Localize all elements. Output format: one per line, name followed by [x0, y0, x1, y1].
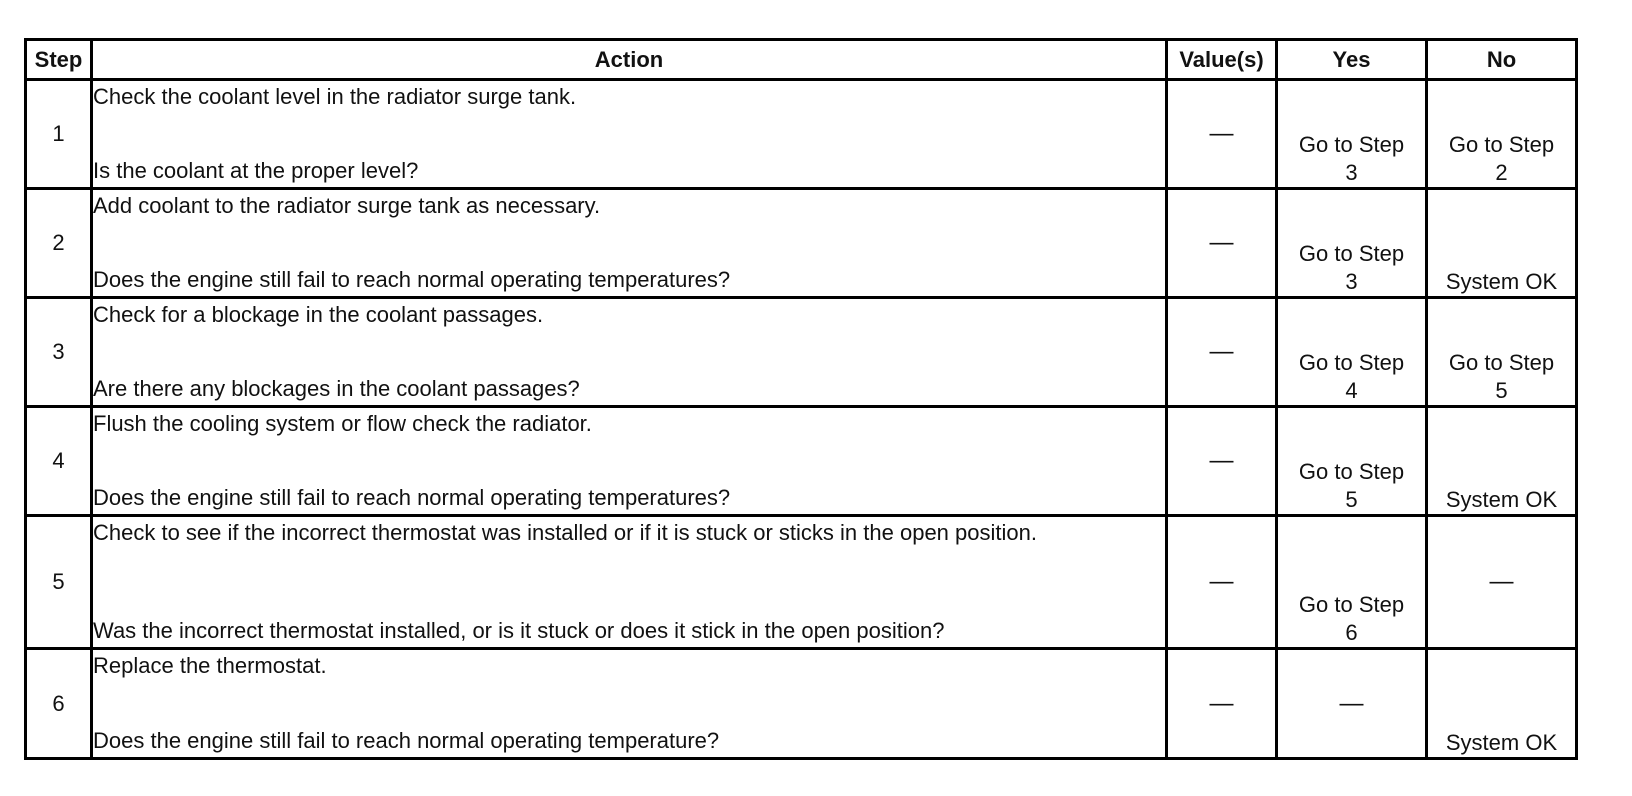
no-text: System OK: [1445, 487, 1558, 512]
header-action: Action: [92, 40, 1167, 80]
step-number: 6: [26, 649, 92, 759]
action-question: Are there any blockages in the coolant passages?: [93, 376, 580, 401]
table-row: [26, 80, 1577, 189]
no-text: Go to Step: [1448, 132, 1555, 157]
action-question: Was the incorrect thermostat installed, or is it stuck or does it stick in the open position?: [93, 618, 945, 643]
header-row: [26, 40, 1577, 80]
action-cell: [92, 649, 1167, 759]
value-cell: —: [1167, 189, 1277, 298]
table-row: [26, 189, 1577, 298]
no-cell: —: [1427, 516, 1577, 649]
yes-cell: [1277, 298, 1427, 407]
action-cell: [92, 516, 1167, 649]
action-cell: [92, 80, 1167, 189]
action-question: Does the engine still fail to reach normal operating temperature?: [93, 728, 720, 753]
yes-text: Go to Step: [1298, 459, 1405, 484]
action-question: Does the engine still fail to reach normal operating temperatures?: [93, 485, 731, 510]
action-question: Does the engine still fail to reach normal operating temperatures?: [93, 267, 731, 292]
no-cell: [1427, 80, 1577, 189]
action-instruction: Flush the cooling system or flow check the radiator.: [93, 411, 592, 436]
action-cell: [92, 189, 1167, 298]
action-instruction: Replace the thermostat.: [93, 653, 327, 678]
no-cell: [1427, 189, 1577, 298]
yes-text: Go to Step: [1298, 592, 1405, 617]
no-text: System OK: [1445, 269, 1558, 294]
action-instruction: Check for a blockage in the coolant passages.: [93, 302, 544, 327]
yes-text: Go to Step: [1298, 350, 1405, 375]
table-row: [26, 298, 1577, 407]
header-yes: Yes: [1277, 40, 1427, 80]
no-cell: [1427, 298, 1577, 407]
no-step-number: 2: [1495, 160, 1508, 185]
header-values: Value(s): [1167, 40, 1277, 80]
no-cell: [1427, 649, 1577, 759]
yes-cell: [1277, 80, 1427, 189]
yes-cell: —: [1277, 649, 1427, 759]
step-number: 2: [26, 189, 92, 298]
no-text: System OK: [1445, 730, 1558, 755]
no-text: Go to Step: [1448, 350, 1555, 375]
yes-step-number: 4: [1345, 378, 1358, 403]
step-number: 4: [26, 407, 92, 516]
diagnostic-table: [24, 38, 1578, 760]
header-no: No: [1427, 40, 1577, 80]
yes-text: Go to Step: [1298, 241, 1405, 266]
step-number: 5: [26, 516, 92, 649]
table-row: [26, 649, 1577, 759]
step-number: 3: [26, 298, 92, 407]
action-instruction: Check to see if the incorrect thermostat was installed or if it is stuck or sticks in the open position.: [93, 520, 1037, 545]
value-cell: —: [1167, 80, 1277, 189]
action-cell: [92, 298, 1167, 407]
value-cell: —: [1167, 649, 1277, 759]
yes-cell: [1277, 189, 1427, 298]
step-number: 1: [26, 80, 92, 189]
table-row: [26, 407, 1577, 516]
no-step-number: 5: [1495, 378, 1508, 403]
value-cell: —: [1167, 516, 1277, 649]
action-instruction: Check the coolant level in the radiator surge tank.: [93, 84, 577, 109]
no-cell: [1427, 407, 1577, 516]
yes-cell: [1277, 516, 1427, 649]
header-step: Step: [26, 40, 92, 80]
action-cell: [92, 407, 1167, 516]
action-question: Is the coolant at the proper level?: [93, 158, 419, 183]
table-row: [26, 516, 1577, 649]
value-cell: —: [1167, 298, 1277, 407]
yes-step-number: 3: [1345, 269, 1358, 294]
yes-text: Go to Step: [1298, 132, 1405, 157]
yes-step-number: 5: [1345, 487, 1358, 512]
action-instruction: Add coolant to the radiator surge tank as necessary.: [93, 193, 601, 218]
yes-cell: [1277, 407, 1427, 516]
yes-step-number: 6: [1345, 620, 1358, 645]
yes-step-number: 3: [1345, 160, 1358, 185]
value-cell: —: [1167, 407, 1277, 516]
